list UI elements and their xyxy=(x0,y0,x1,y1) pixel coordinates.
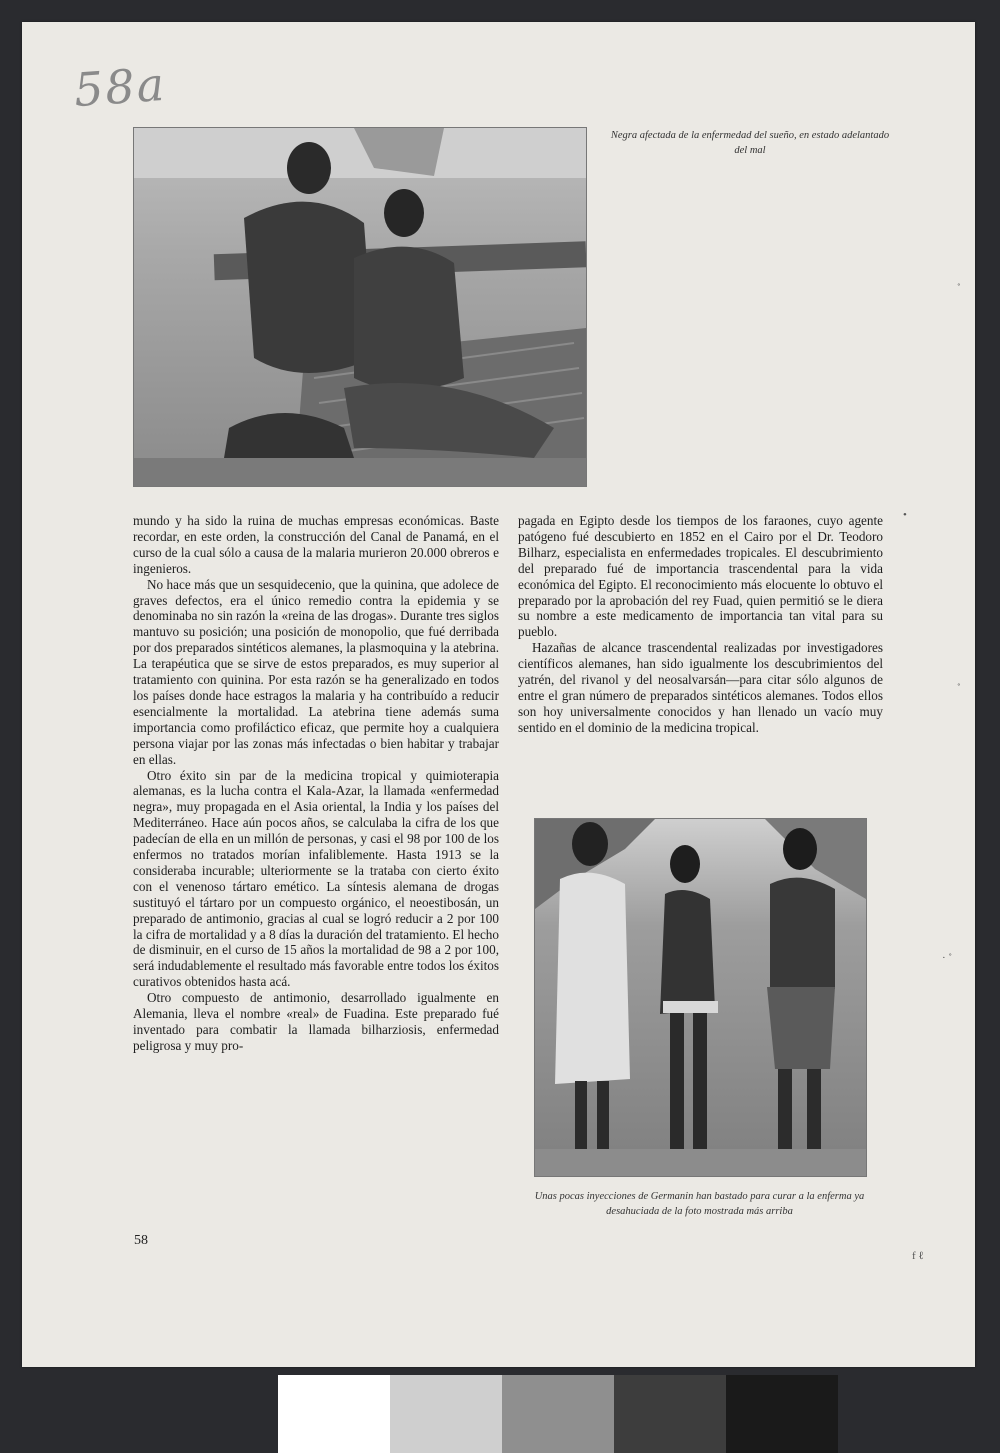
text-column-right xyxy=(518,513,883,736)
handwritten-page-note: 58a xyxy=(72,56,168,118)
margin-mark: ˚ xyxy=(957,282,961,294)
photograph-two-people-seated-icon xyxy=(134,128,586,486)
margin-mark: ˚ xyxy=(957,682,961,694)
paragraph: Hazañas de alcance trascendental realizadas por investigadores científicos alemanes, han sido igualmente los descubrimientos del yatrén, del rivanol y del neosalvarsán—para citar sólo algunos de entre el gran número de preparados sintéticos alemanes. Todos ellos son hoy universalmente conocidos y han llenado un vacío muy sentido en el dominio de la medicina tropical. xyxy=(518,640,883,735)
color-calibration-white xyxy=(278,1375,390,1453)
color-calibration-light-gray xyxy=(390,1375,502,1453)
caption-bottom-photo: Unas pocas inyecciones de Germanin han bastado para curar a la enferma ya desahuciada de la foto mostrada más arriba xyxy=(534,1191,865,1217)
color-calibration-dark-gray xyxy=(614,1375,726,1453)
paragraph: Otro compuesto de antimonio, desarrollado igualmente en Alemania, lleva el nombre «real» de Fuadina. Este preparado fué inventado para combatir la llamada bilharziosis, enfermedad peligrosa y muy pro- xyxy=(133,990,499,1053)
photograph-three-people-standing-icon xyxy=(535,819,866,1176)
paragraph: No hace más que un sesquidecenio, que la quinina, que adolece de graves defectos, era el único remedio contra la epidemia y se denominaba no sin razón la «reina de las drogas». Durante tres siglos mantuvo su posición; una posición de monopolio, que fué derribada por dos preparados sintéticos alemanes, la plasmoquina y la atebrina. La terapéutica que se sirve de estos preparados, es muy superior al tratamiento con quinina. Por esta razón se ha generalizado en todos los países donde hace estragos la malaria y ha contribuído a reducir esencialmente la mortalidad. La atebrina tiene además suma importancia como profiláctico eficaz, que permite hoy a cualquiera persona viajar por las zonas más infectadas o bien habitar y trabajar en ellas. xyxy=(133,576,499,767)
paragraph: Otro éxito sin par de la medicina tropical y quimioterapia alemanas, es la lucha contra el Kala-Azar, la llamada «enfermedad negra», muy propagada en el Asia oriental, la India y los países del Mediterráneo. Hace aún pocos años, se calculaba la cifra de los que padecían de ella en un millón de personas, y casi el 98 por 100 de los enfermos no tratados morían infaliblemente. Hasta 1913 se la consideraba incurable; ulteriormente se la trataba con cierto éxito con el venenoso tártaro emético. La síntesis alemana de drogas sustituyó el tártaro por un compuesto orgánico, el neoestibosán, un preparado de antimonio, gracias al cual se logró reducir a 2 por 100 la cifra de mortalidad y a 8 días la duración del tratamiento. El hecho de disminuir, en el curso de 15 años la mortalidad de 98 a 2 por 100, será indudablemente el resultado más favorable entre todos los éxitos curativos obtenidos hasta acá. xyxy=(133,767,499,990)
margin-mark: · ˚ xyxy=(942,952,953,964)
margin-mark: f ℓ xyxy=(912,1250,924,1262)
document-page xyxy=(22,22,975,1367)
paragraph: pagada en Egipto desde los tiempos de los faraones, cuyo agente patógeno fué descubierto en 1852 en el Cairo por el Dr. Teodoro Bilharz, especialista en enfermedades tropicales. El descubrimiento del preparado fué de importancia trascendental para la vida económica del Egipto. El reconocimiento más elocuente lo obtuvo el preparado por la aprobación del rey Fuad, quien permitió se le diera su nombre a este medicamento de importancia tan vital para su pueblo. xyxy=(518,513,883,640)
margin-mark: • xyxy=(903,509,907,521)
color-calibration-mid-gray xyxy=(502,1375,614,1453)
paragraph: mundo y ha sido la ruina de muchas empresas económicas. Baste recordar, en este orden, la construcción del Canal de Panamá, en el curso de la cual sólo a causa de la malaria murieron 20.000 obreros e ingenieros. xyxy=(133,513,499,576)
photo-top xyxy=(133,127,587,487)
page-number: 58 xyxy=(134,1233,148,1248)
photo-bottom xyxy=(534,818,867,1177)
color-calibration-black xyxy=(726,1375,838,1453)
text-column-left xyxy=(133,513,499,1054)
caption-top-photo: Negra afectada de la enfermedad del sueño, en estado adelantado del mal xyxy=(610,130,890,156)
